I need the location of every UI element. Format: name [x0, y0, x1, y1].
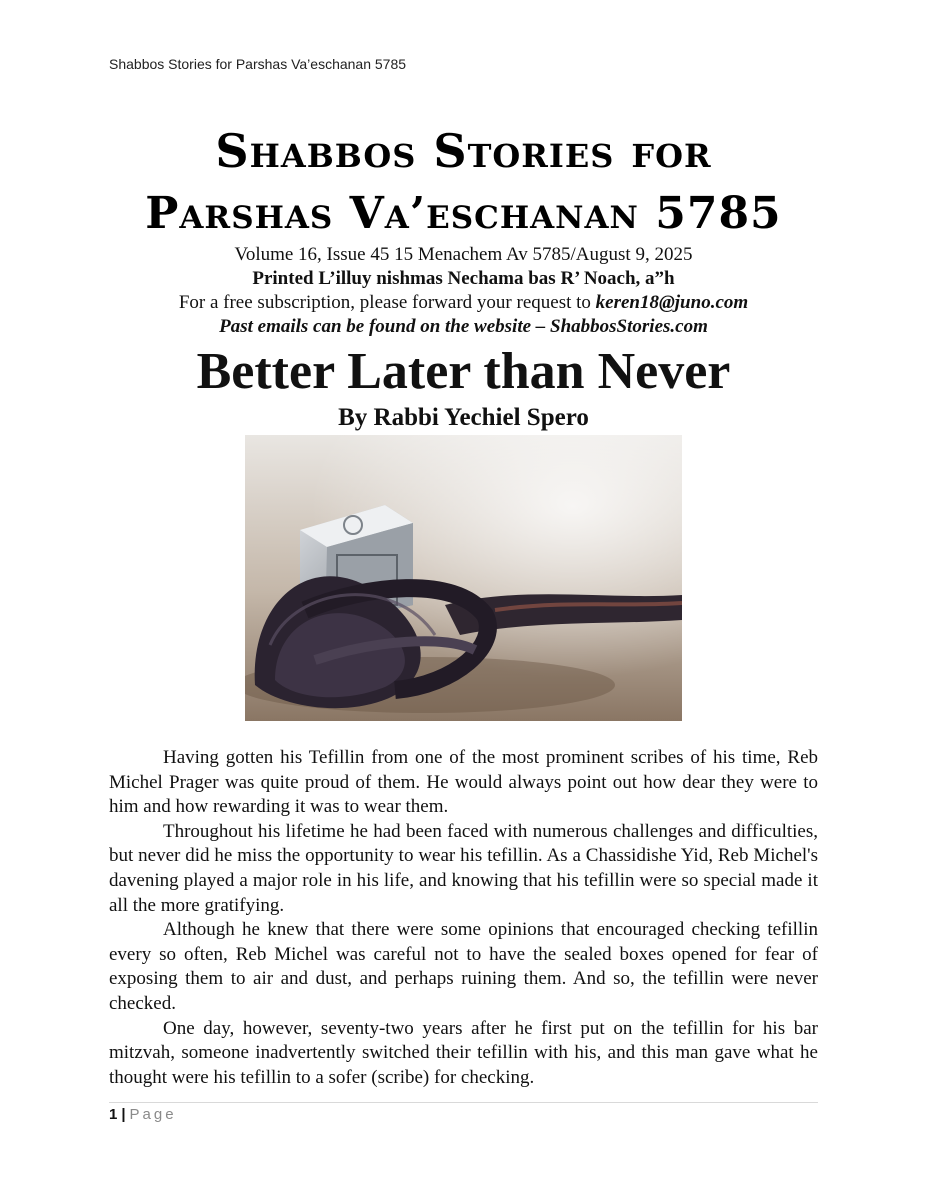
- footer-divider: [109, 1102, 818, 1103]
- page-number: 1: [109, 1106, 118, 1123]
- masthead-line-1: Shabbos Stories for: [215, 124, 712, 178]
- archive-note: Past emails can be found on the website – ShabbosStories.com: [219, 316, 708, 337]
- subscription-text: For a free subscription, please forward your request to: [178, 292, 596, 313]
- issue-info: Volume 16, Issue 45 15 Menachem Av 5785/August 9, 2025: [234, 244, 693, 265]
- story-paragraph: One day, however, seventy-two years after he first put on the tefillin for his bar mitzvah, someone inadvertently switched their tefillin with his, and this man gave what he thought were his tefillin to a sofer (scribe) for checking.: [109, 1017, 818, 1088]
- footer-separator: |: [121, 1106, 126, 1123]
- story-paragraph: Throughout his lifetime he had been faced with numerous challenges and difficulties, but never did he miss the opportunity to wear his tefillin. As a Chassidishe Yid, Reb Michel's davening played a major role in his life, and knowing that his tefillin were so special made it all the more gratifying.: [109, 820, 818, 916]
- subscription-line: [0, 291, 927, 315]
- story-paragraph: Although he knew that there were some opinions that encouraged checking tefillin every so often, Reb Michel was careful not to have the sealed boxes opened for fear of exposing them to air and dust, and perhaps ruining them. And so, the tefillin were never checked.: [109, 919, 818, 1014]
- page-footer: [109, 1106, 177, 1123]
- tefillin-photo: [245, 435, 682, 721]
- masthead-line-2: Parshas Va’eschanan 5785: [145, 188, 782, 239]
- story-byline: By Rabbi Yechiel Spero: [338, 404, 589, 431]
- subscription-email-link[interactable]: keren18@juno.com: [595, 292, 749, 313]
- story-body: [109, 746, 818, 1090]
- running-header: Shabbos Stories for Parshas Va’eschanan 5785: [109, 56, 407, 72]
- story-paragraph: Having gotten his Tefillin from one of the most prominent scribes of his time, Reb Michel Prager was quite proud of them. He would always point out how dear they were to him and how rewarding it was to wear them.: [109, 747, 818, 818]
- dedication: Printed L’illuy nishmas Nechama bas R’ Noach, a”h: [252, 268, 675, 289]
- story-title: Better Later than Never: [196, 343, 731, 400]
- page-label: Page: [129, 1106, 177, 1123]
- tefillin-photo-icon: [245, 435, 682, 721]
